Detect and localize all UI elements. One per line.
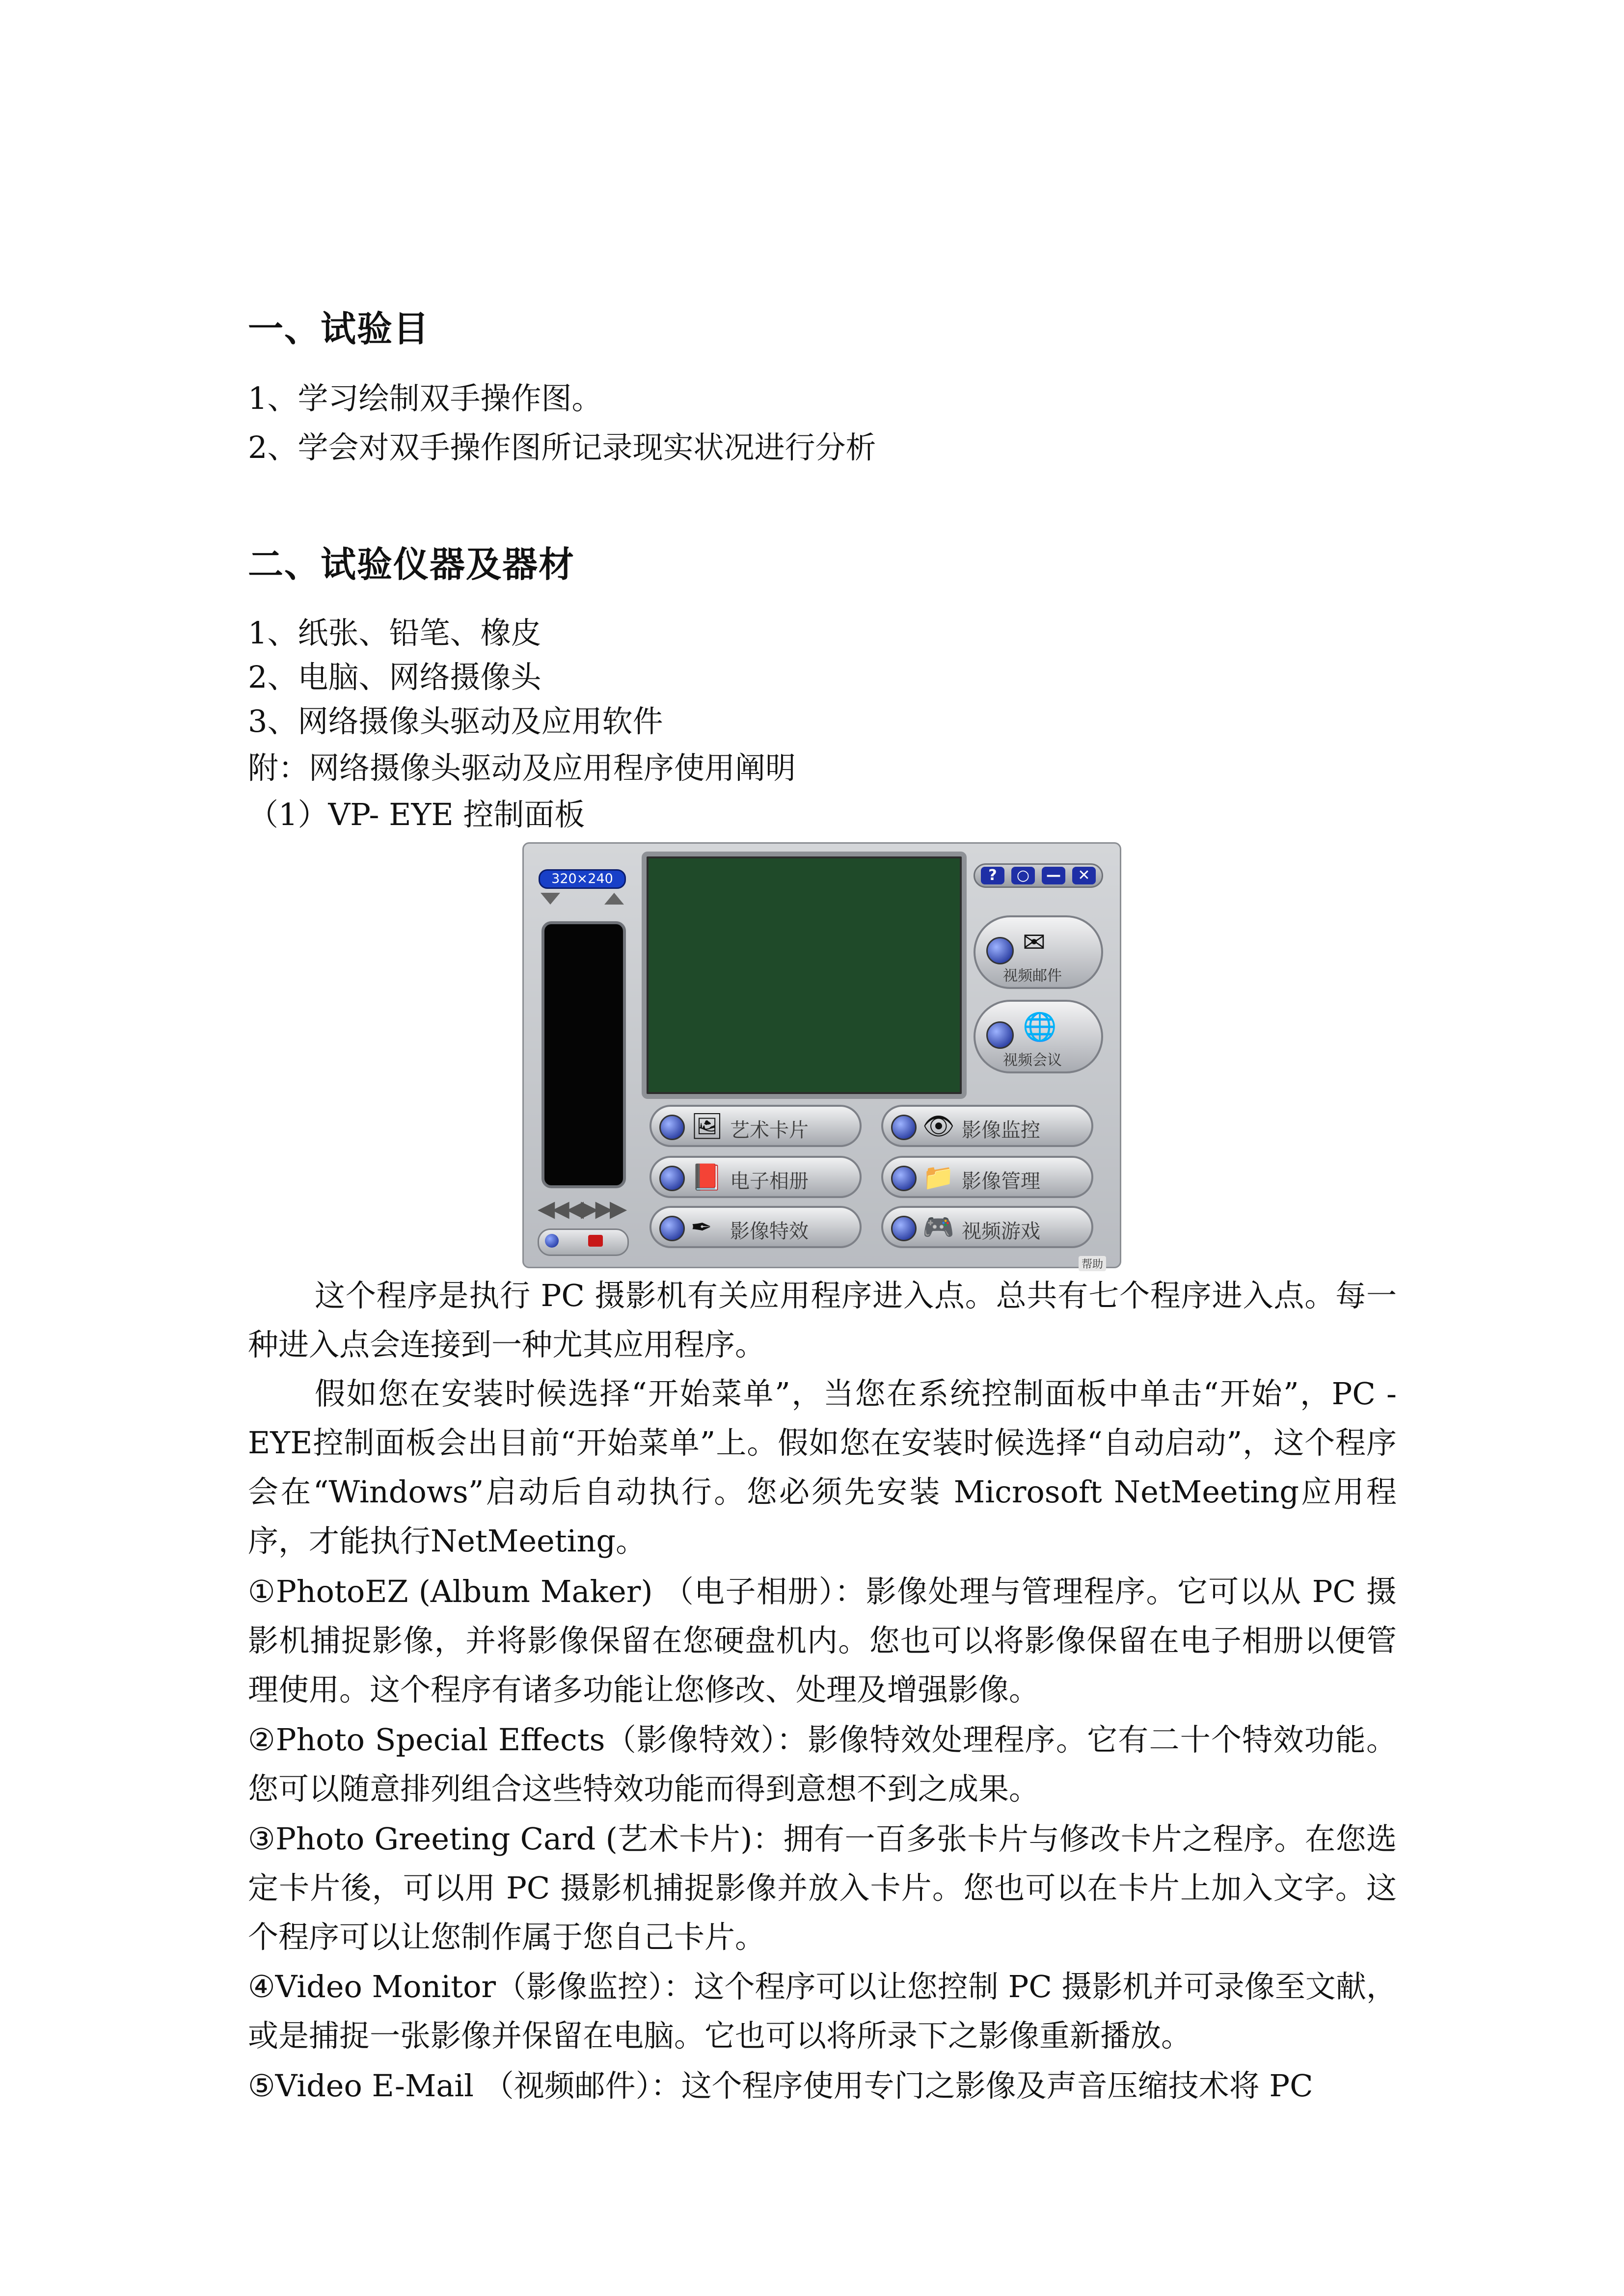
appendix-line: 附：网络摄像头驱动及应用程序使用阐明	[248, 750, 796, 786]
image-management-button[interactable]	[881, 1156, 1093, 1198]
photo-album-label: 电子相册	[730, 1170, 809, 1193]
blue-dot-icon	[659, 1216, 685, 1241]
video-email-button[interactable]	[974, 915, 1103, 989]
blue-dot-icon	[891, 1216, 917, 1241]
folder-icon: 📁	[922, 1163, 954, 1192]
help-tag: 帮助	[1079, 1256, 1106, 1271]
section-2-item-3: 3、网络摄像头驱动及应用软件	[248, 703, 663, 739]
close-button[interactable]: ✕	[1072, 867, 1096, 884]
video-preview-screen	[642, 852, 967, 1099]
resolution-badge[interactable]: 320×240	[539, 869, 626, 889]
paragraph-start-menu: 假如您在安装时候选择“开始菜单”，当您在系统控制面板中单击“开始”，PC - EYE控制面板会出目前“开始菜单”上。假如您在安装时候选择“自动启动”，这个程序会在“Windows”启动后自动执行。您必须先安装 Microsoft NetMeeting应用程序，才能执行NetMeeting。	[248, 1376, 1397, 1559]
blue-dot-icon	[986, 937, 1014, 964]
blue-dot-icon	[659, 1115, 685, 1140]
camera-icon	[588, 1235, 603, 1247]
envelope-icon: ✉	[1023, 927, 1046, 959]
vp-eye-control-panel	[522, 842, 1121, 1271]
blue-dot-icon	[545, 1234, 559, 1248]
video-monitor-button[interactable]	[881, 1105, 1093, 1147]
image-management-label: 影像管理	[962, 1170, 1040, 1193]
paragraph-photoez: ①PhotoEZ (Album Maker) （电子相册）：影像处理与管理程序。它可以从 PC 摄影机捕捉影像，并将影像保留在您硬盘机内。您也可以将影像保留在电子相册以便管理使用。这个程序有诸多功能让您修改、处理及增强影像。	[248, 1574, 1397, 1708]
paragraph-greeting-card: ③Photo Greeting Card (艺术卡片)：拥有一百多张卡片与修改卡片之程序。在您选定卡片後，可以用 PC 摄影机捕捉影像并放入卡片。您也可以在卡片上加入文字。这个程序可以让您制作属于您自己卡片。	[248, 1821, 1397, 1955]
video-conference-button[interactable]	[974, 1000, 1103, 1073]
resolution-down-arrow-icon[interactable]	[541, 893, 560, 905]
window-controls	[974, 863, 1103, 888]
section-1-item-2: 2、学会对双手操作图所记录现实状况进行分析	[248, 429, 876, 465]
special-effects-button[interactable]	[650, 1206, 862, 1248]
section-2-item-1: 1、纸张、铅笔、橡皮	[248, 615, 541, 651]
picture-icon: 🖼	[691, 1112, 724, 1141]
special-effects-label: 影像特效	[730, 1220, 809, 1243]
art-card-button[interactable]	[650, 1105, 862, 1147]
blue-dot-icon	[891, 1115, 917, 1140]
help-button[interactable]: ?	[981, 867, 1004, 884]
eye-icon: 👁	[922, 1112, 955, 1141]
section-2-item-2: 2、电脑、网络摄像头	[248, 659, 541, 695]
subsection-title: （1）VP- EYE 控制面板	[248, 797, 585, 832]
paragraph-special-effects: ②Photo Special Effects（影像特效）：影像特效处理程序。它有二十个特效功能。您可以随意排列组合这些特效功能而得到意想不到之成果。	[248, 1722, 1397, 1807]
blue-dot-icon	[891, 1166, 917, 1191]
art-card-label: 艺术卡片	[730, 1119, 809, 1142]
video-game-button[interactable]	[881, 1206, 1093, 1248]
pen-icon: ✒	[691, 1213, 712, 1242]
settings-button[interactable]: ○	[1011, 867, 1035, 884]
photo-album-button[interactable]	[650, 1156, 862, 1198]
section-1-heading: 一、试验目	[248, 308, 430, 349]
video-email-label: 视频邮件	[1003, 967, 1062, 985]
capture-button[interactable]	[538, 1228, 629, 1256]
playback-arrows-icon[interactable]: ◀◀◀▶▶▶	[538, 1195, 624, 1222]
video-monitor-label: 影像监控	[962, 1119, 1040, 1142]
game-icon: 🎮	[922, 1213, 954, 1242]
blue-dot-icon	[659, 1166, 685, 1191]
album-icon: 📕	[691, 1163, 723, 1192]
video-conference-label: 视频会议	[1003, 1052, 1062, 1069]
paragraph-video-monitor: ④Video Monitor（影像监控）：这个程序可以让您控制 PC 摄影机并可录像至文献，或是捕捉一张影像并保留在电脑。它也可以将所录下之影像重新播放。	[248, 1969, 1397, 2054]
minimize-button[interactable]: —	[1042, 867, 1065, 884]
resolution-up-arrow-icon[interactable]	[604, 893, 624, 905]
thumbnail-strip	[541, 921, 626, 1188]
paragraph-entry-points: 这个程序是执行 PC 摄影机有关应用程序进入点。总共有七个程序进入点。每一种进入点会连接到一种尤其应用程序。	[248, 1278, 1397, 1362]
section-1-item-1: 1、学习绘制双手操作图。	[248, 380, 602, 416]
section-2-heading: 二、试验仪器及器材	[248, 543, 575, 585]
blue-dot-icon	[986, 1021, 1014, 1049]
paragraph-video-email: ⑤Video E-Mail （视频邮件）：这个程序使用专门之影像及声音压缩技术将 PC	[248, 2068, 1313, 2104]
globe-icon: 🌐	[1023, 1011, 1057, 1043]
video-game-label: 视频游戏	[962, 1220, 1040, 1243]
